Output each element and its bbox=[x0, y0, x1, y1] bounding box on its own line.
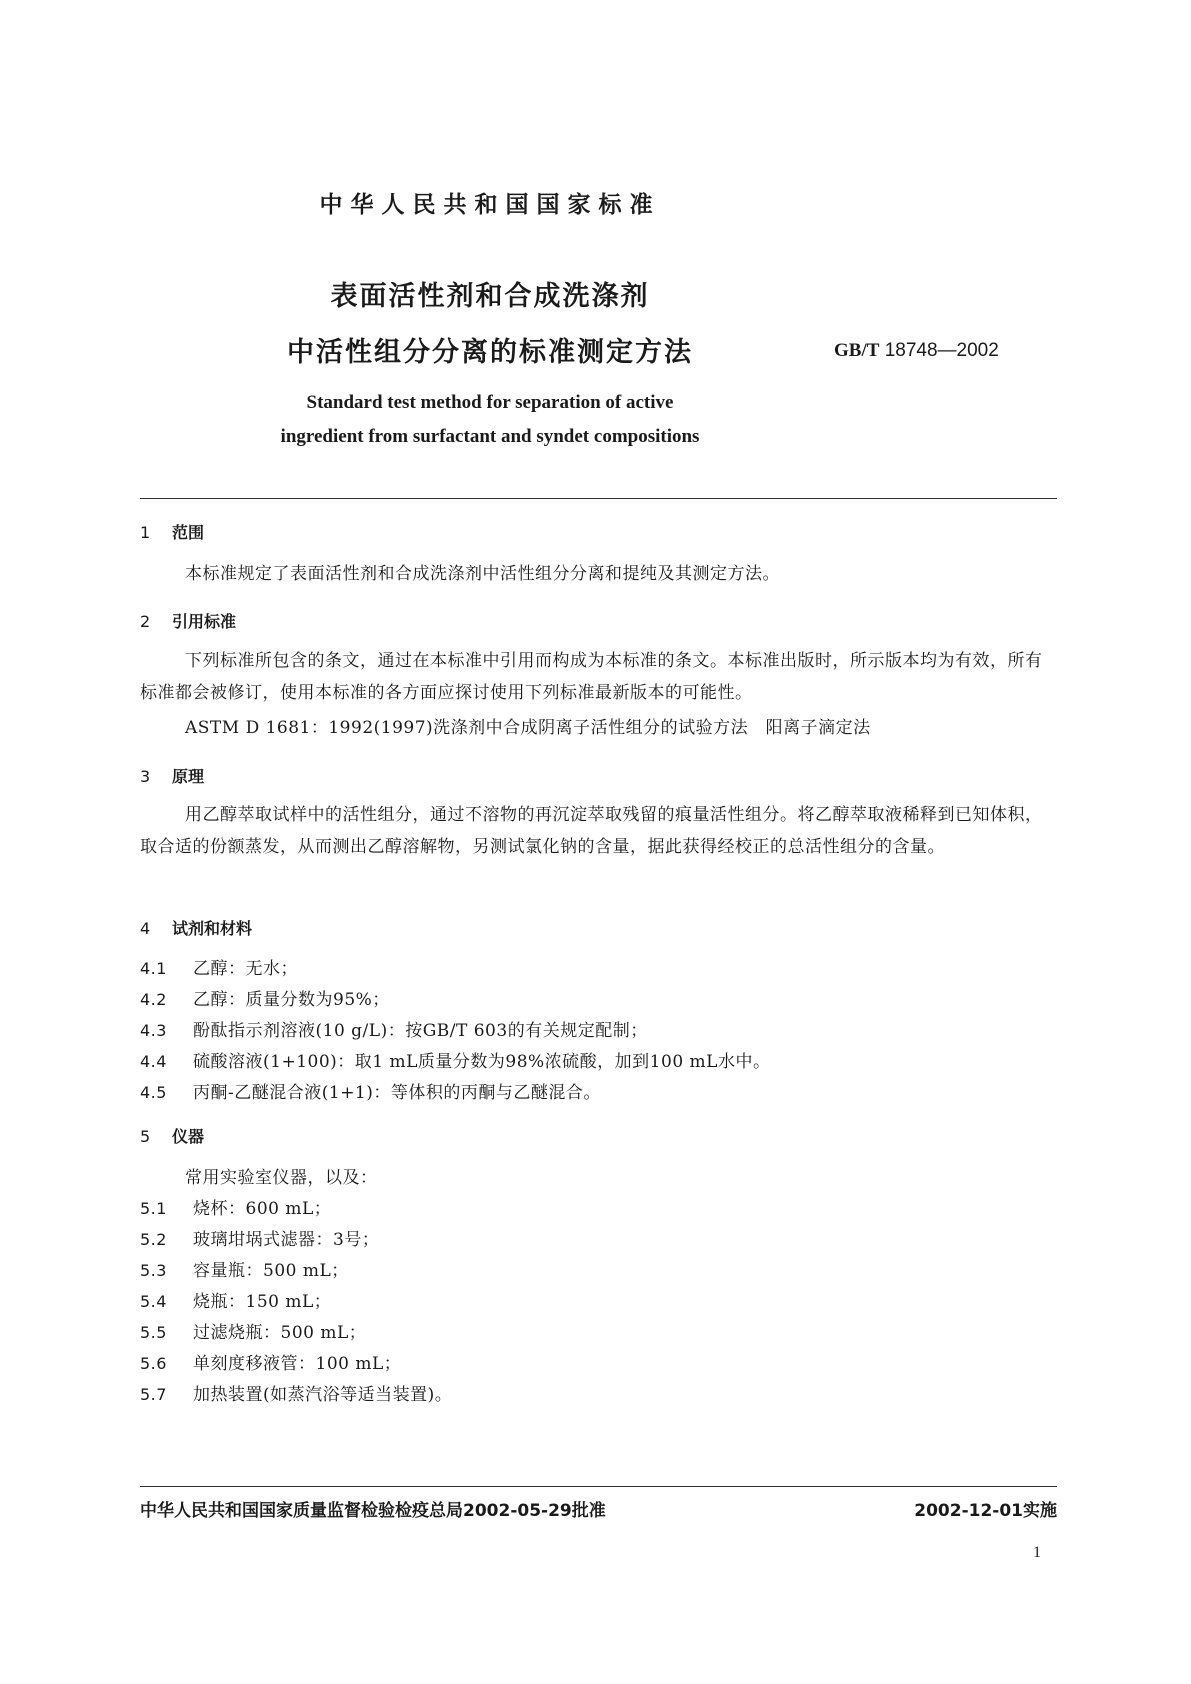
item-number: 4.5 bbox=[140, 1083, 167, 1102]
apparatus-item bbox=[140, 1287, 331, 1312]
section-title: 原理 bbox=[172, 767, 205, 786]
item-text: 过滤烧瓶：500 mL； bbox=[193, 1323, 367, 1343]
reagent-item bbox=[140, 1047, 770, 1072]
item-number: 5.7 bbox=[140, 1385, 167, 1404]
standard-number-value: 18748—2002 bbox=[884, 340, 999, 361]
document-title-en-line2: ingredient from surfactant and syndet compositions bbox=[280, 426, 700, 447]
reagent-item bbox=[140, 985, 390, 1010]
apparatus-item bbox=[140, 1349, 401, 1374]
section-title: 引用标准 bbox=[172, 612, 237, 631]
item-number: 4.3 bbox=[140, 1021, 167, 1040]
reference-item: ASTM D 1681：1992(1997)洗涤剂中合成阴离子活性组分的试验方法 阳离子滴定法 bbox=[185, 718, 871, 738]
item-text: 乙醇：无水； bbox=[193, 959, 298, 979]
section-title: 仪器 bbox=[172, 1127, 205, 1146]
item-text: 加热装置(如蒸汽浴等适当装置)。 bbox=[193, 1385, 453, 1405]
item-text: 烧瓶：150 mL； bbox=[193, 1292, 332, 1312]
item-text: 单刻度移液管：100 mL； bbox=[193, 1354, 402, 1374]
approval-authority: 中华人民共和国国家质量监督检验检疫总局2002-05-29批准 bbox=[140, 1501, 606, 1521]
document-title-zh-line2: 中活性组分分离的标准测定方法 bbox=[287, 337, 693, 368]
item-number: 4.4 bbox=[140, 1052, 167, 1071]
section-number: 2 bbox=[140, 612, 151, 631]
reagent-item bbox=[140, 1016, 648, 1041]
reagent-item bbox=[140, 954, 298, 979]
standard-number bbox=[834, 340, 999, 362]
item-text: 硫酸溶液(1+100)：取1 mL质量分数为98%浓硫酸，加到100 mL水中。 bbox=[193, 1052, 771, 1072]
apparatus-item bbox=[140, 1225, 379, 1250]
apparatus-item bbox=[140, 1380, 452, 1405]
item-text: 玻璃坩埚式滤器：3号； bbox=[193, 1230, 380, 1250]
standard-code: GB/T bbox=[834, 340, 880, 361]
principle-paragraph: 用乙醇萃取试样中的活性组分，通过不溶物的再沉淀萃取残留的痕量活性组分。将乙醇萃取液稀释到已知体积，取合适的份额蒸发，从而测出乙醇溶解物，另测试氯化钠的含量，据此获得经校正的总活性组分的含量。 bbox=[140, 805, 1043, 857]
item-text: 烧杯：600 mL； bbox=[193, 1199, 332, 1219]
section-heading-scope bbox=[140, 520, 204, 543]
section-heading-references bbox=[140, 609, 236, 632]
item-number: 4.1 bbox=[140, 959, 167, 978]
reagent-item bbox=[140, 1078, 601, 1103]
section-title: 试剂和材料 bbox=[172, 919, 253, 938]
header-divider bbox=[140, 498, 1057, 499]
item-number: 5.5 bbox=[140, 1323, 167, 1342]
apparatus-item bbox=[140, 1318, 366, 1343]
item-number: 4.2 bbox=[140, 990, 167, 1009]
item-text: 乙醇：质量分数为95%； bbox=[193, 990, 390, 1010]
section-heading-reagents bbox=[140, 916, 252, 939]
scope-paragraph: 本标准规定了表面活性剂和合成洗涤剂中活性组分分离和提纯及其测定方法。 bbox=[185, 564, 780, 584]
references-paragraph: 下列标准所包含的条文，通过在本标准中引用而构成为本标准的条文。本标准出版时，所示版本均为有效，所有标准都会被修订，使用本标准的各方面应探讨使用下列标准最新版本的可能性。 bbox=[140, 651, 1043, 703]
section-title: 范围 bbox=[172, 523, 205, 542]
section-number: 1 bbox=[140, 523, 151, 542]
item-number: 5.4 bbox=[140, 1292, 167, 1311]
section-heading-apparatus bbox=[140, 1124, 204, 1147]
apparatus-item bbox=[140, 1256, 349, 1281]
item-number: 5.3 bbox=[140, 1261, 167, 1280]
item-text: 容量瓶：500 mL； bbox=[193, 1261, 349, 1281]
document-title-zh-line1: 表面活性剂和合成洗涤剂 bbox=[330, 281, 650, 312]
footer-divider bbox=[140, 1486, 1057, 1487]
section-number: 3 bbox=[140, 767, 151, 786]
item-text: 酚酞指示剂溶液(10 g/L)：按GB/T 603的有关规定配制； bbox=[193, 1021, 648, 1041]
item-number: 5.6 bbox=[140, 1354, 167, 1373]
standard-category-title: 中华人民共和国国家标准 bbox=[319, 192, 661, 218]
page-number: 1 bbox=[1033, 1544, 1041, 1561]
document-title-en-line1: Standard test method for separation of active bbox=[306, 392, 674, 413]
section-number: 4 bbox=[140, 919, 151, 938]
item-text: 丙酮-乙醚混合液(1+1)：等体积的丙酮与乙醚混合。 bbox=[193, 1083, 601, 1103]
item-number: 5.2 bbox=[140, 1230, 167, 1249]
apparatus-item bbox=[140, 1194, 331, 1219]
apparatus-intro: 常用实验室仪器，以及： bbox=[185, 1168, 378, 1188]
effective-date: 2002-12-01实施 bbox=[914, 1501, 1057, 1521]
section-number: 5 bbox=[140, 1127, 151, 1146]
section-heading-principle bbox=[140, 764, 204, 787]
item-number: 5.1 bbox=[140, 1199, 167, 1218]
